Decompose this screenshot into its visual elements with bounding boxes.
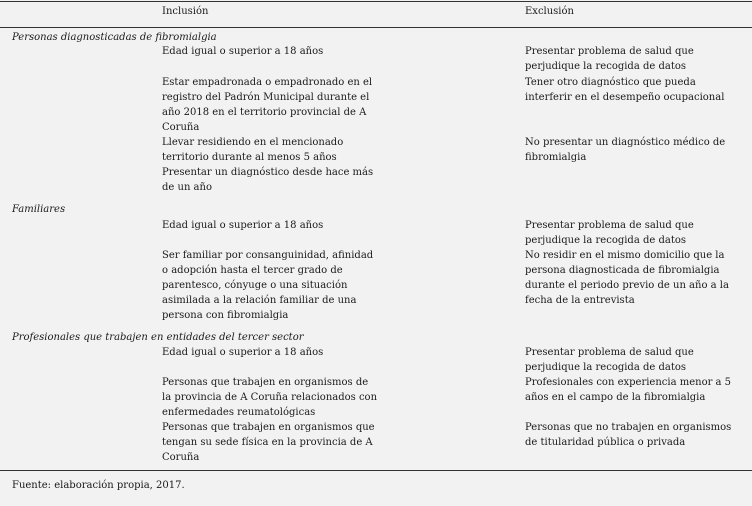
criterion-text: de titularidad pública o privada — [525, 437, 686, 448]
group-title: Familiares — [12, 204, 66, 215]
criterion-text: la provincia de A Coruña relacionados con — [162, 392, 378, 403]
criterion-text: Presentar un diagnóstico desde hace más — [162, 167, 374, 178]
criterion-text: parentesco, cónyuge o una situación — [162, 280, 348, 291]
criterion-text: Llevar residiendo en el mencionado — [162, 137, 344, 148]
source-footnote: Fuente: elaboración propia, 2017. — [12, 480, 185, 491]
criterion-text: Edad igual o superior a 18 años — [162, 347, 324, 358]
criterion-text: Presentar problema de salud que — [525, 220, 694, 231]
table-top-rule — [0, 1, 752, 2]
criterion-text: año 2018 en el territorio provincial de A — [162, 107, 367, 118]
criterion-text: Ser familiar por consanguinidad, afinidad — [162, 250, 374, 261]
group-title: Profesionales que trabajen en entidades del tercer sector — [12, 332, 304, 343]
criterion-text: Estar empadronada o empadronado en el — [162, 77, 373, 88]
header-inclusion: Inclusión — [162, 6, 209, 17]
criterion-text: perjudique la recogida de datos — [525, 362, 687, 373]
criterion-text: perjudique la recogida de datos — [525, 61, 687, 72]
criterion-text: persona con fibromialgia — [162, 310, 289, 321]
criterion-text: tengan su sede física en la provincia de A — [162, 437, 373, 448]
criterion-text: registro del Padrón Municipal durante el — [162, 92, 370, 103]
header-rule — [0, 27, 752, 28]
criterion-text: Profesionales con experiencia menor a 5 — [525, 377, 732, 388]
criterion-text: No residir en el mismo domicilio que la — [525, 250, 725, 261]
criterion-text: territorio durante al menos 5 años — [162, 152, 337, 163]
criterion-text: Tener otro diagnóstico que pueda — [525, 77, 696, 88]
criterion-text: Coruña — [162, 122, 200, 133]
criterion-text: persona diagnosticada de fibromialgia — [525, 265, 720, 276]
header-exclusion: Exclusión — [525, 6, 574, 17]
criterion-text: de un año — [162, 182, 212, 193]
criterion-text: Personas que no trabajen en organismos — [525, 422, 732, 433]
criterion-text: fibromialgia — [525, 152, 587, 163]
group-title: Personas diagnosticadas de fibromialgia — [12, 32, 217, 43]
criterion-text: Presentar problema de salud que — [525, 347, 694, 358]
criterion-text: durante el periodo previo de un año a la — [525, 280, 729, 291]
criterion-text: Presentar problema de salud que — [525, 46, 694, 57]
criterion-text: Edad igual o superior a 18 años — [162, 46, 324, 57]
criterion-text: interferir en el desempeño ocupacional — [525, 92, 725, 103]
table-bottom-rule — [0, 470, 752, 471]
criterion-text: Edad igual o superior a 18 años — [162, 220, 324, 231]
criterion-text: o adopción hasta el tercer grado de — [162, 265, 343, 276]
criterion-text: Coruña — [162, 452, 200, 463]
criterion-text: asimilada a la relación familiar de una — [162, 295, 357, 306]
criterion-text: Personas que trabajen en organismos que — [162, 422, 375, 433]
criterion-text: No presentar un diagnóstico médico de — [525, 137, 726, 148]
criterion-text: perjudique la recogida de datos — [525, 235, 687, 246]
criterion-text: enfermedades reumatológicas — [162, 407, 316, 418]
criterion-text: Personas que trabajen en organismos de — [162, 377, 369, 388]
criterion-text: años en el campo de la fibromialgia — [525, 392, 706, 403]
criterion-text: fecha de la entrevista — [525, 295, 635, 306]
